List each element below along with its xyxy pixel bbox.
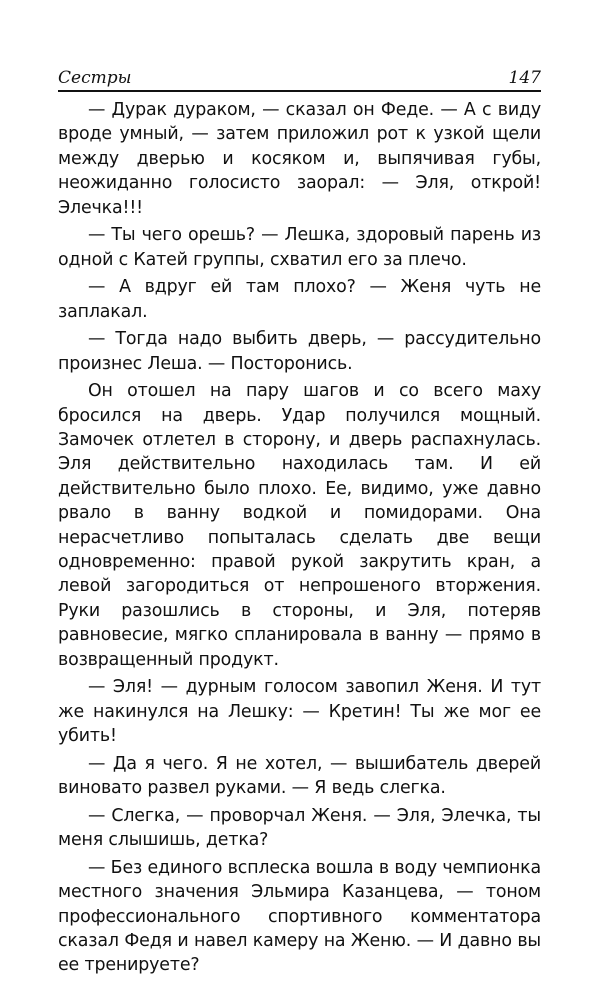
- running-header: [58, 66, 541, 90]
- paragraph: — А вдруг ей там плохо? — Женя чуть не заплакал.: [58, 277, 541, 322]
- body-text: [58, 98, 541, 981]
- running-header-title: Сестры: [58, 68, 132, 88]
- paragraph: — Тогда надо выбить дверь, — рассудительно произнес Леша. — Посторонись.: [58, 329, 541, 374]
- paragraph: — Ты чего орешь? — Лешка, здоровый парень из одной с Катей группы, схватил его за плечо.: [58, 225, 541, 270]
- header-rule: [58, 90, 541, 92]
- paragraph: — Да я чего. Я не хотел, — вышибатель дверей виновато развел руками. — Я ведь слегка.: [58, 753, 541, 799]
- paragraph: — Слегка, — проворчал Женя. — Эля, Элечка, ты меня слышишь, детка?: [58, 805, 541, 851]
- paragraph: Он отошел на пару шагов и со всего маху бросился на дверь. Удар получился мощный. Замочек отлетел в сторону, и дверь распахнулась. Эля действительно находилась там. И ей действительно было плохо. Ее, видимо, уже давно рвало в ванну водкой и помидорами. Она нерасчетливо попыталась сделать две вещи одновременно: правой рукой закрутить кран, а левой загородиться от непрошеного вторжения. Руки разошлись в стороны, и Эля, потеряв равновесие, мягко спланировала в ванну — прямо в возвращенный продукт.: [58, 381, 541, 670]
- paragraph: — Без единого всплеска вошла в воду чемпионка местного значения Эльмира Казанцева, — тоном профессионального спортивного комментатора сказал Федя и навел камеру на Женю. — И давно вы ее тренируете?: [58, 857, 541, 976]
- paragraph: — Эля! — дурным голосом завопил Женя. И тут же накинулся на Лешку: — Кретин! Ты же мог ее убить!: [58, 677, 541, 747]
- paragraph: — Дурак дураком, — сказал он Феде. — А с виду вроде умный, — затем приложил рот к узкой щели между дверью и косяком и, выпячивая губы, неожиданно голосисто заорал: — Эля, открой! Элечка!!!: [58, 100, 541, 218]
- page-number: 147: [508, 68, 541, 88]
